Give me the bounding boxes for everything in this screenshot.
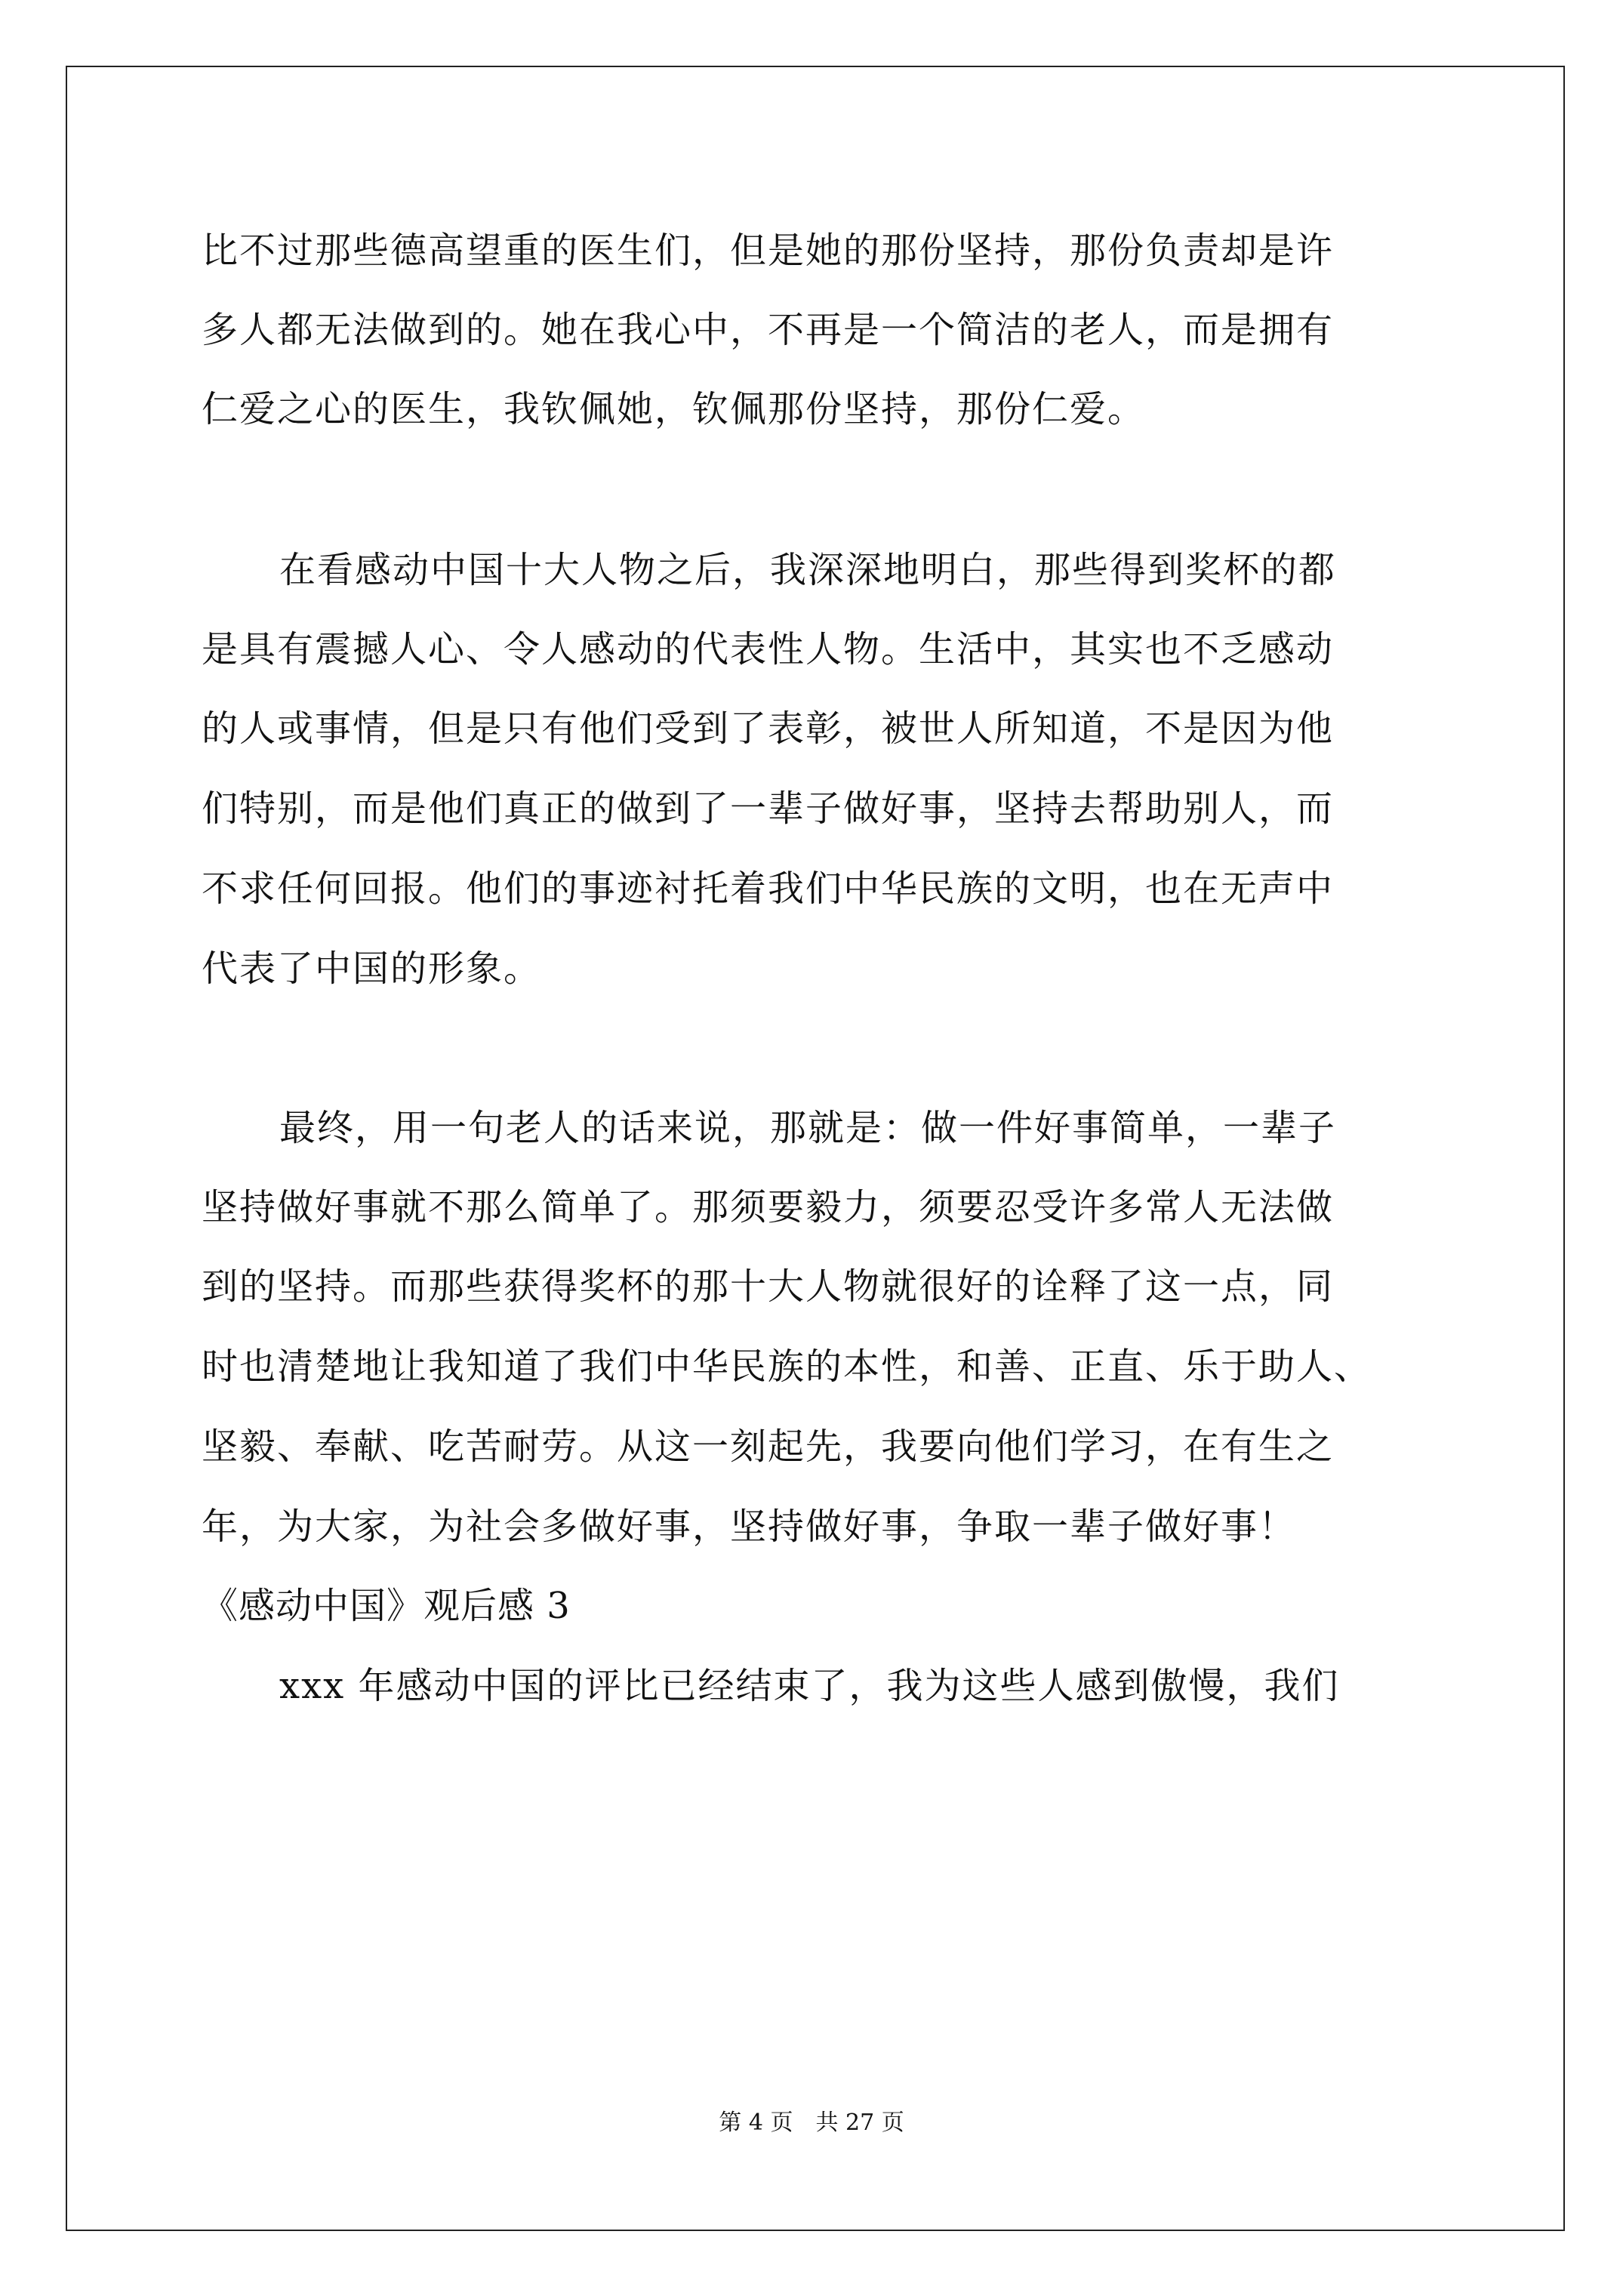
text-line: 到的坚持。而那些获得奖杯的那十大人物就很好的诠释了这一点，同 bbox=[202, 1265, 1335, 1308]
page-footer bbox=[0, 2108, 1623, 2138]
paragraph-first-line: xxx 年感动中国的评比已经结束了，我为这些人感到傲慢，我们 bbox=[279, 1665, 1340, 1707]
paragraph-first-line: 在看感动中国十大人物之后，我深深地明白，那些得到奖杯的都 bbox=[279, 549, 1337, 591]
text-line: 的人或事情，但是只有他们受到了表彰，被世人所知道，不是因为他 bbox=[202, 707, 1335, 750]
text-line: 时也清楚地让我知道了我们中华民族的本性，和善、正直、乐于助人、 bbox=[202, 1345, 1372, 1388]
text-line: 年，为大家，为社会多做好事，坚持做好事，争取一辈子做好事！ bbox=[202, 1505, 1297, 1548]
paragraph-first-line: 最终，用一句老人的话来说，那就是：做一件好事简单，一辈子 bbox=[279, 1107, 1337, 1149]
text-line: 坚毅、奉献、吃苦耐劳。从这一刻起先，我要向他们学习，在有生之 bbox=[202, 1425, 1335, 1468]
text-line: 比不过那些德高望重的医生们，但是她的那份坚持，那份负责却是许 bbox=[202, 230, 1335, 272]
section-heading: 《感动中国》观后感 3 bbox=[202, 1585, 571, 1627]
page-total: 共 27 页 bbox=[815, 2110, 904, 2136]
text-line: 们特别，而是他们真正的做到了一辈子做好事，坚持去帮助别人，而 bbox=[202, 787, 1335, 830]
text-line: 坚持做好事就不那么简单了。那须要毅力，须要忍受许多常人无法做 bbox=[202, 1186, 1335, 1228]
text-line: 代表了中国的形象。 bbox=[202, 948, 542, 990]
page-number: 第 4 页 bbox=[719, 2110, 793, 2136]
text-line: 多人都无法做到的。她在我心中，不再是一个简洁的老人，而是拥有 bbox=[202, 309, 1335, 351]
text-line: 不求任何回报。他们的事迹衬托着我们中华民族的文明，也在无声中 bbox=[202, 868, 1335, 910]
text-line: 仁爱之心的医生，我钦佩她，钦佩那份坚持，那份仁爱。 bbox=[202, 388, 1146, 430]
text-line: 是具有震撼人心、令人感动的代表性人物。生活中，其实也不乏感动 bbox=[202, 628, 1335, 670]
